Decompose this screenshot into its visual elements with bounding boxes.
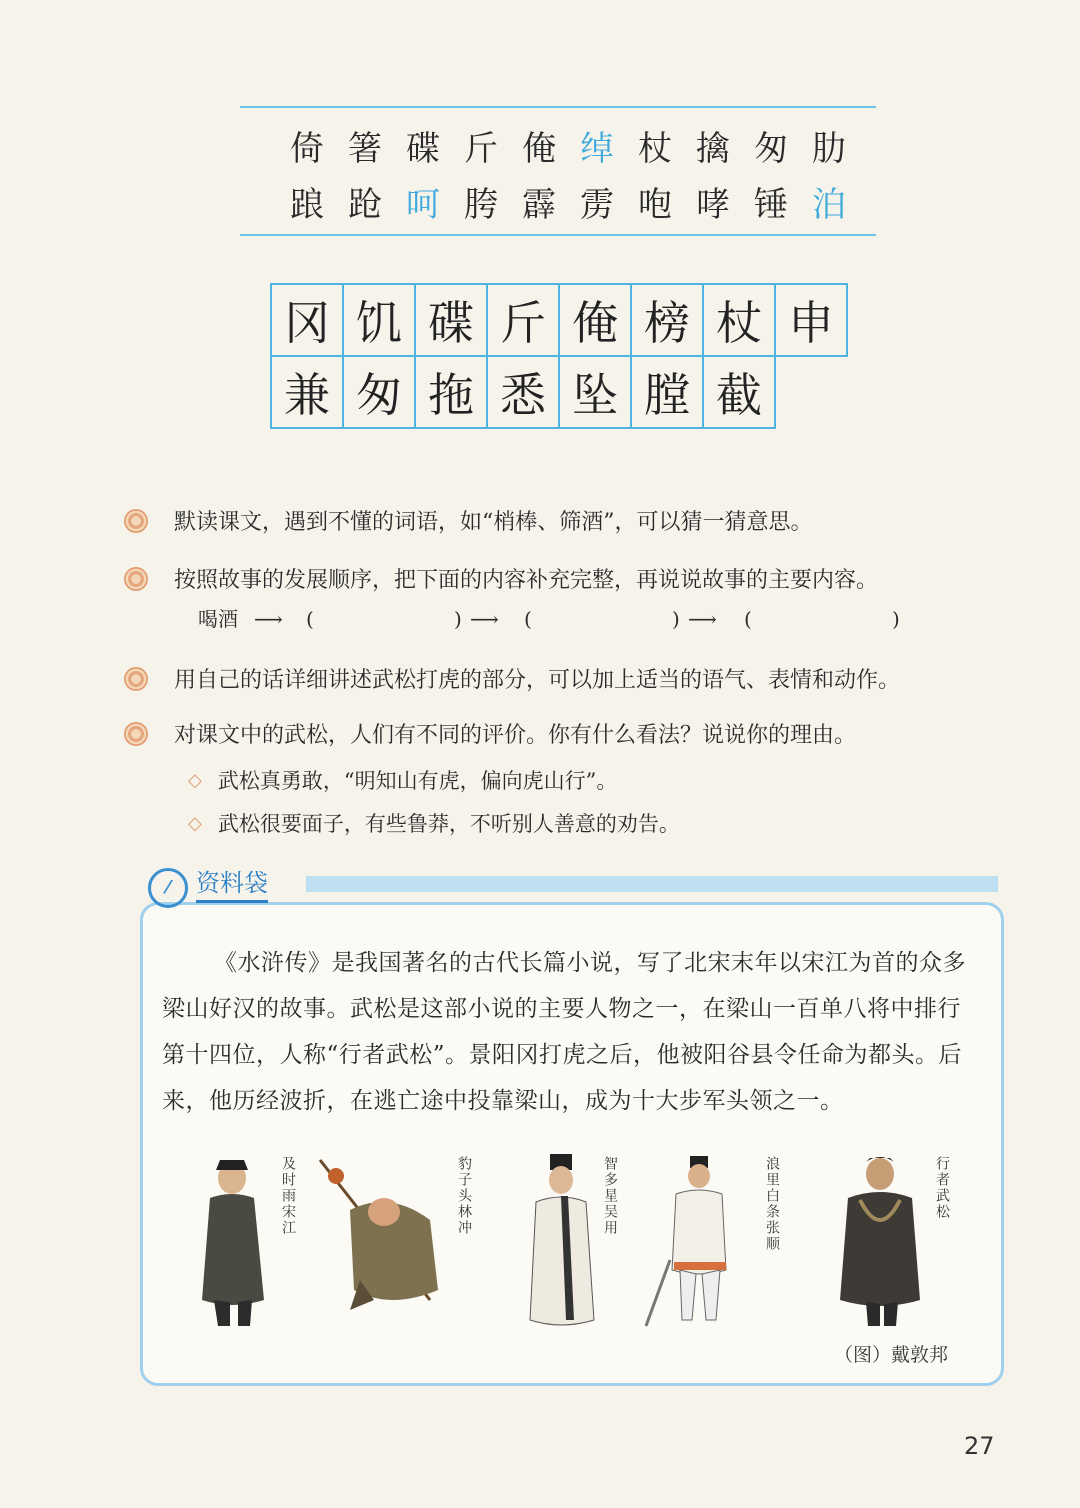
figure-zhang-shun <box>640 1150 780 1340</box>
recognize-char: 跄 <box>348 185 382 225</box>
question-4 <box>124 718 856 749</box>
recognize-char: 碟 <box>406 129 440 169</box>
wu-song-illustration <box>830 1150 930 1336</box>
question-1-text: 默读课文，遇到不懂的词语，如“梢棒、筛酒”，可以猜一猜意思。 <box>174 510 813 535</box>
character-illustrations <box>190 1150 970 1336</box>
recognize-char-highlighted: 呵 <box>406 185 440 225</box>
recognize-char: 哮 <box>696 185 730 225</box>
sequence-start: 喝酒 <box>198 607 238 631</box>
resource-text <box>162 940 972 1124</box>
recognize-char-highlighted: 绰 <box>580 129 614 169</box>
grid-cell: 匆 <box>342 355 416 429</box>
grid-cell: 碟 <box>414 283 488 357</box>
writing-grid-row-1 <box>270 283 848 357</box>
recognize-characters-block <box>240 106 876 236</box>
grid-cell: 膛 <box>630 355 704 429</box>
recognize-char: 霹 <box>522 185 556 225</box>
bullet-coin-icon <box>124 722 148 746</box>
grid-cell: 截 <box>702 355 776 429</box>
figure-song-jiang <box>190 1150 300 1340</box>
recognize-char: 匆 <box>754 129 788 169</box>
question-2 <box>124 563 878 594</box>
figure-label: 及时雨宋江 <box>280 1156 296 1236</box>
arrow-icon: ⟶ <box>470 607 499 631</box>
header-band <box>306 876 998 892</box>
figure-label: 浪里白条张顺 <box>764 1156 780 1252</box>
grid-cell: 冈 <box>270 283 344 357</box>
figure-lin-chong <box>310 1150 472 1340</box>
grid-cell: 拖 <box>414 355 488 429</box>
figure-wu-yong <box>520 1150 618 1340</box>
recognize-char: 俺 <box>522 129 556 169</box>
blank-close-paren: ) <box>892 607 900 631</box>
grid-cell: 兼 <box>270 355 344 429</box>
figure-label: 智多星吴用 <box>602 1156 618 1236</box>
grid-cell: 坠 <box>558 355 632 429</box>
question-2-text: 按照故事的发展顺序，把下面的内容补充完整，再说说故事的主要内容。 <box>174 568 879 593</box>
blank-close-paren: ) <box>454 607 462 631</box>
bullet-coin-icon <box>124 509 148 533</box>
question-3 <box>124 663 900 694</box>
resource-title: 资料袋 <box>196 868 268 903</box>
recognize-char-highlighted: 泊 <box>812 185 846 225</box>
diamond-icon: ◇ <box>188 812 202 834</box>
figure-label: 行者武松 <box>934 1156 950 1220</box>
grid-cell: 俺 <box>558 283 632 357</box>
bottom-rule <box>240 234 876 236</box>
top-rule <box>240 106 876 108</box>
bullet-coin-icon <box>124 567 148 591</box>
question-4-text: 对课文中的武松，人们有不同的评价。你有什么看法？说说你的理由。 <box>174 723 857 748</box>
blank-close-paren: ) <box>672 607 680 631</box>
recognize-char: 雳 <box>580 185 614 225</box>
illustration-credit: （图）戴敦邦 <box>834 1344 949 1366</box>
recognize-char: 锤 <box>754 185 788 225</box>
grid-cell: 杖 <box>702 283 776 357</box>
recognize-row-1 <box>278 122 858 176</box>
recognize-char: 踉 <box>290 185 324 225</box>
question-3-text: 用自己的话详细讲述武松打虎的部分，可以加上适当的语气、表情和动作。 <box>174 668 901 693</box>
grid-cell: 榜 <box>630 283 704 357</box>
opinion-2-text: 武松很要面子，有些鲁莽，不听别人善意的劝告。 <box>217 812 680 836</box>
recognize-char: 斤 <box>464 129 498 169</box>
story-sequence <box>198 604 918 634</box>
resource-paragraph: 《水浒传》是我国著名的古代长篇小说，写了北宋末年以宋江为首的众多梁山好汉的故事。武松是这部小说的主要人物之一，在梁山一百单八将中排行第十四位，人称“行者武松”。景阳冈打虎之后，他被阳谷县令任命为都头。后来，他历经波折，在逃亡途中投靠梁山，成为十大步军头领之一。 <box>162 950 966 1114</box>
opinion-1-text: 武松真勇敢，“明知山有虎，偏向虎山行”。 <box>217 769 618 793</box>
grid-cell: 悉 <box>486 355 560 429</box>
recognize-char: 倚 <box>290 129 324 169</box>
grid-cell: 申 <box>774 283 848 357</box>
recognize-char: 肋 <box>812 129 846 169</box>
diamond-icon: ◇ <box>188 769 202 791</box>
page-number: 27 <box>964 1432 995 1460</box>
recognize-char: 咆 <box>638 185 672 225</box>
bullet-coin-icon <box>124 667 148 691</box>
figure-label: 豹子头林冲 <box>456 1156 472 1236</box>
recognize-char: 箸 <box>348 129 382 169</box>
recognize-row-2 <box>278 178 858 232</box>
recognize-char: 胯 <box>464 185 498 225</box>
blank-open-paren: ( <box>744 607 752 631</box>
resource-header <box>148 866 1008 912</box>
grid-cell: 饥 <box>342 283 416 357</box>
grid-cell: 斤 <box>486 283 560 357</box>
writing-grid-row-2 <box>270 355 848 429</box>
opinion-2 <box>188 808 680 838</box>
writing-grid <box>270 283 848 429</box>
book-icon: ⁄ <box>148 868 188 908</box>
lin-chong-illustration <box>310 1150 460 1336</box>
figure-wu-song <box>830 1150 950 1340</box>
blank-open-paren: ( <box>524 607 532 631</box>
wu-yong-illustration <box>520 1150 610 1336</box>
zhang-shun-illustration <box>640 1150 760 1336</box>
arrow-icon: ⟶ <box>254 607 283 631</box>
question-1 <box>124 505 813 536</box>
recognize-char: 擒 <box>696 129 730 169</box>
blank-open-paren: ( <box>306 607 314 631</box>
arrow-icon: ⟶ <box>688 607 717 631</box>
opinion-1 <box>188 765 617 795</box>
recognize-char: 杖 <box>638 129 672 169</box>
